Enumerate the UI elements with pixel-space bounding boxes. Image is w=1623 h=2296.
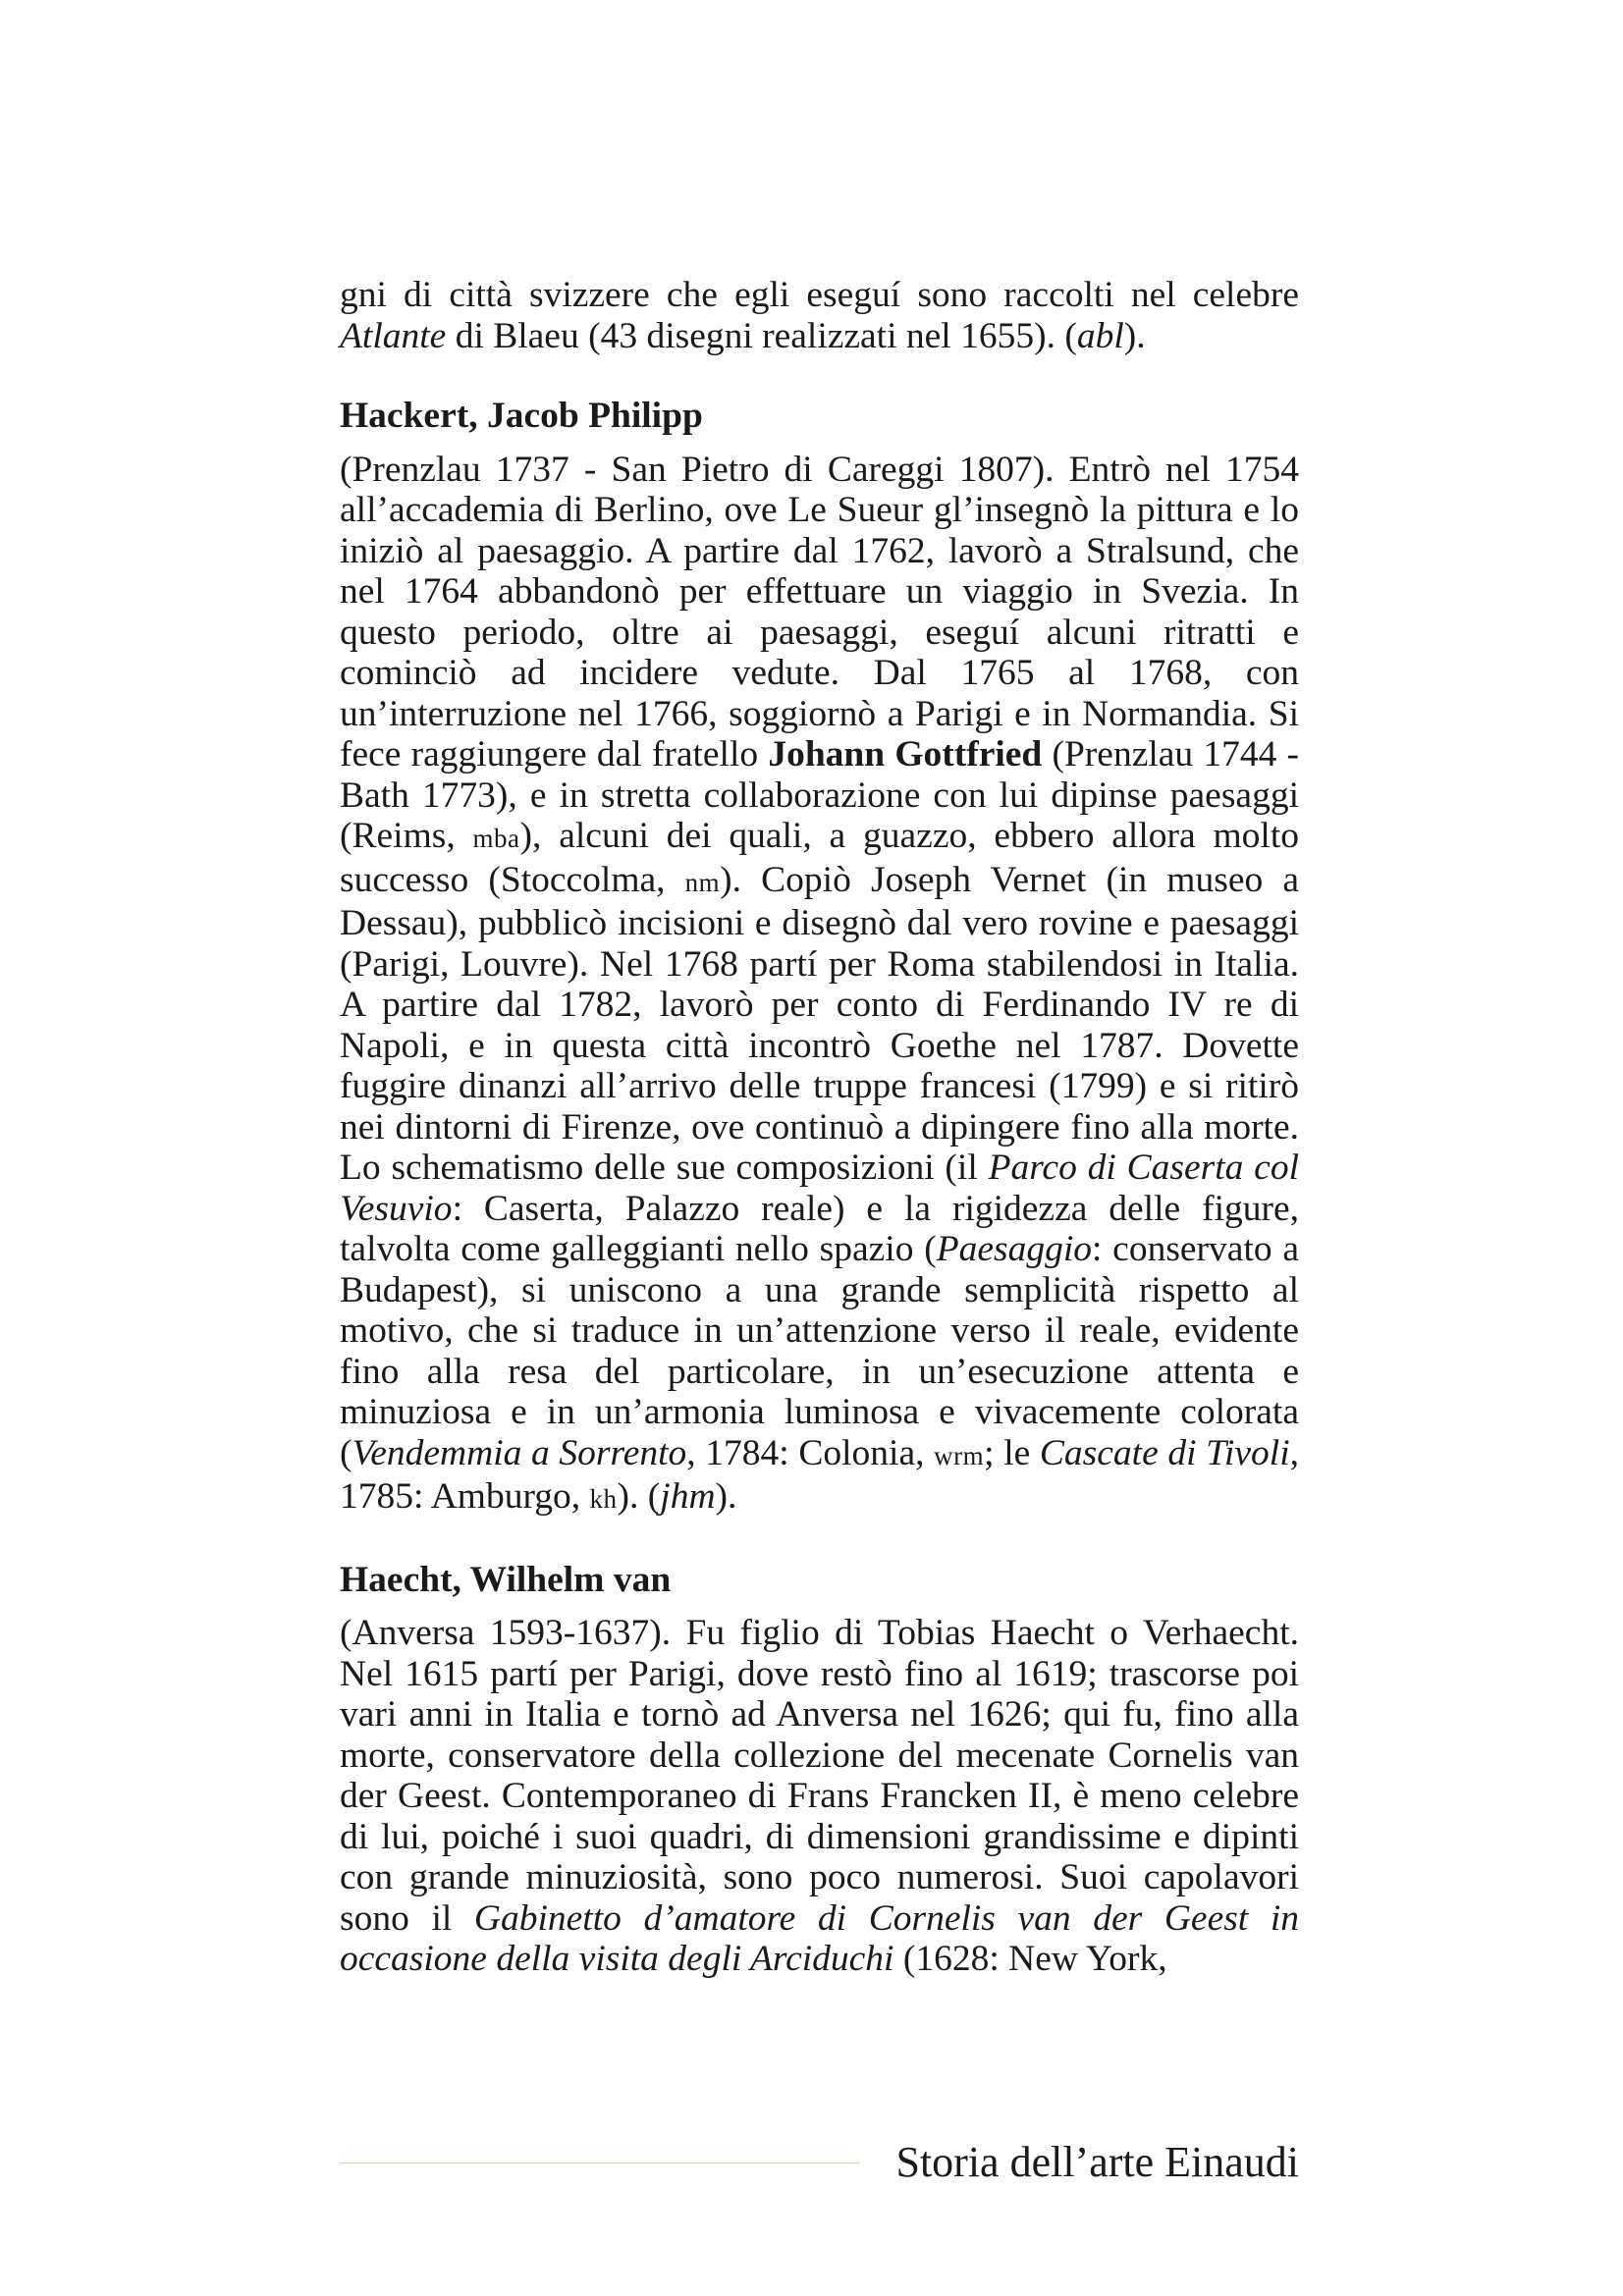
continuation-text: gni di città svizzere che egli eseguí sono raccolti nel celebre: [340, 275, 1299, 315]
entry-heading-haecht: Haecht, Wilhelm van: [340, 1559, 672, 1600]
entry-text: ). Copiò Joseph Vernet (in museo a Dessau), pubblicò incisioni e disegnò dal vero rovine e paesaggi (Parigi, Louvre). Nel 1768 partí per Roma stabilendosi in Italia. A partire dal 1782, lavorò per conto di Ferdinando IV re di Napoli, e in questa città incontrò Goethe nel 1787. Dovette fuggire dinanzi all’arrivo delle truppe francesi (1799) e si ritirò nei dintorni di Firenze, ove continuò a dipingere fino alla morte. Lo schematismo delle sue composizioni (il: [340, 859, 1299, 1188]
entry-text: (Prenzlau 1744 - Bath 1773), e in stretta collaborazione con lui dipinse paesaggi (Reims,: [340, 734, 1300, 856]
entry-text: , 1785: Amburgo,: [340, 1432, 1300, 1517]
museum-abbreviation: wrm: [934, 1440, 985, 1470]
work-title: Atlante: [340, 315, 447, 356]
entry-text: (1628: New York,: [893, 1939, 1167, 1979]
entry-text: ). (: [617, 1476, 661, 1517]
footer-title: Storia dell’arte Einaudi: [895, 2138, 1299, 2186]
brother-name: Johann Gottfried: [768, 734, 1043, 774]
work-title: Paesaggio: [936, 1229, 1093, 1269]
entry-text: , 1784: Colonia,: [686, 1432, 935, 1473]
entry-text: : conservato a Budapest), si uniscono a una grande semplicità rispetto al motivo, che si traduce in un’attenzione verso il reale, evidente fino alla resa del particolare, in un’esecuzione attenta e minuziosa e in un’armonia luminosa e vivacemente colorata (: [340, 1229, 1299, 1473]
author-initials: abl: [1076, 315, 1124, 356]
entry-heading-hackert: Hackert, Jacob Philipp: [340, 396, 703, 436]
page-body: [340, 275, 1299, 1980]
entry-text: (Prenzlau 1737 - San Pietro di Careggi 1807). Entrò nel 1754 all’accademia di Berlino, ove Le Sueur gl’insegnò la pittura e lo iniziò al paesaggio. A partire dal 1762, lavorò a Stralsund, che nel 1764 abbandonò per effettuare un viaggio in Svezia. In questo periodo, oltre ai paesaggi, eseguí alcuni ritratti e cominciò ad incidere vedute. Dal 1765 al 1768, con un’interruzione nel 1766, soggiornò a Parigi e in Normandia. Si fece raggiungere dal fratello: [340, 449, 1299, 774]
entry-text: : Caserta, Palazzo reale) e la rigidezza delle figure, talvolta come galleggianti nello spazio (: [340, 1188, 1299, 1269]
author-initials: jhm: [660, 1476, 716, 1517]
entry-text: ).: [715, 1476, 737, 1517]
entry-text: ), alcuni dei quali, a guazzo, ebbero allora molto successo (Stoccolma,: [340, 816, 1299, 900]
entry-text: (Anversa 1593-1637). Fu figlio di Tobias Haecht o Verhaecht. Nel 1615 partí per Parigi, dove restò fino al 1619; trascorse poi vari anni in Italia e tornò ad Anversa nel 1626; qui fu, fino alla morte, conservatore della collezione del mecenate Cornelis van der Geest. Contemporaneo di Frans Francken II, è meno celebre di lui, poiché i suoi quadri, di dimensioni grandissime e dipinti con grande minuziosità, sono poco numerosi. Suoi capolavori sono il: [340, 1613, 1299, 1939]
entry-body-haecht: [340, 1613, 1299, 1980]
museum-abbreviation: mba: [472, 824, 520, 853]
work-title: Gabinetto d’amatore di Cornelis van der Geest in occasione della visita degli Arciduchi: [340, 1897, 1299, 1979]
work-title: Parco di Caserta col Vesuvio: [340, 1148, 1299, 1229]
continuation-paragraph: [340, 275, 1299, 356]
museum-abbreviation: nm: [684, 867, 721, 897]
work-title: Cascate di Tivoli: [1039, 1432, 1290, 1473]
work-title: Vendemmia a Sorrento: [352, 1432, 687, 1473]
entry-body-hackert: [340, 450, 1299, 1521]
entry-text: ; le: [984, 1432, 1040, 1473]
museum-abbreviation: kh: [589, 1484, 618, 1514]
continuation-text: ).: [1123, 315, 1146, 356]
continuation-text: di Blaeu (43 disegni realizzati nel 1655). (: [446, 315, 1077, 356]
